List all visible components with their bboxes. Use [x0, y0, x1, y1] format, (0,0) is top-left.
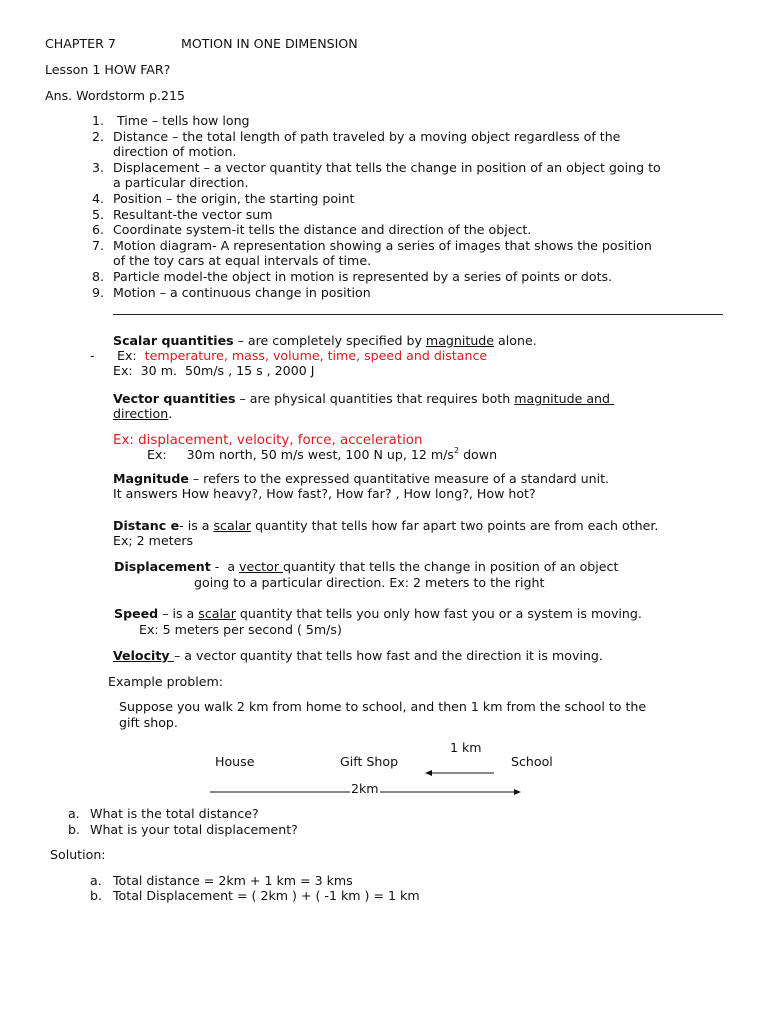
solution-heading: Solution: [50, 847, 106, 862]
answers-reference: Ans. Wordstorm p.215 [45, 88, 186, 103]
example-problem-line: gift shop. [119, 715, 178, 730]
list-item-text: Time – tells how long [113, 113, 250, 128]
distance-def-end: quantity that tells how far apart two points are from each other. [251, 518, 659, 533]
speed-def-end: quantity that tells you only how fast you or a system is moving. [235, 606, 642, 621]
question-letter: a. [68, 806, 80, 821]
house-label: House [215, 754, 255, 769]
list-item-text: Motion diagram- A representation showing a series of images that shows the position [113, 238, 652, 253]
vector-def-text: – are physical quantities that requires both [235, 391, 515, 406]
solution-text: Total Displacement = ( 2km ) + ( -1 km ) = 1 km [113, 888, 420, 903]
magnitude-def: – refers to the expressed quantitative measure of a standard unit. [188, 471, 610, 486]
solution-text: Total distance = 2km + 1 km = 3 kms [113, 873, 353, 888]
distance-def-text: - is a [179, 518, 214, 533]
scalar-def-end: alone. [494, 333, 537, 348]
displacement-def-vector: vector [239, 559, 283, 574]
vector-def-direction: direction [113, 406, 169, 421]
scalar-example-values: Ex: 30 m. 50m/s , 15 s , 2000 J [113, 363, 315, 378]
vector-example-end: down [459, 447, 498, 462]
list-item-text: Position – the origin, the starting point [113, 191, 355, 206]
list-item-number: 6. [91, 222, 104, 237]
list-item-text: Displacement – a vector quantity that tells the change in position of an object going to [113, 160, 661, 175]
list-item-text: Resultant-the vector sum [113, 207, 273, 222]
one-km-label: 1 km [450, 740, 482, 755]
scalar-term: Scalar quantities [113, 333, 234, 348]
list-item-number: 9. [91, 285, 104, 300]
vector-term: Vector quantities [113, 391, 236, 406]
scalar-example-label: Ex: [117, 348, 145, 363]
magnitude-questions: It answers How heavy?, How fast?, How far? , How long?, How hot? [113, 486, 536, 501]
lesson-title: Lesson 1 HOW FAR? [45, 62, 171, 77]
list-item-text: Coordinate system-it tells the distance and direction of the object. [113, 222, 532, 237]
displacement-term: Displacement [114, 559, 211, 574]
vector-def-magnitude: magnitude and [514, 391, 615, 406]
solution-letter: a. [90, 873, 102, 888]
example-heading: Example problem: [108, 674, 223, 689]
question-letter: b. [68, 822, 80, 837]
question-text: What is the total distance? [90, 806, 259, 821]
list-item-number: 8. [91, 269, 104, 284]
vector-example-list: Ex: displacement, velocity, force, acceleration [113, 433, 423, 448]
magnitude-term: Magnitude [113, 471, 189, 486]
distance-term: Distanc e [113, 518, 180, 533]
vector-example-text: Ex: 30m north, 50 m/s west, 100 N up, 12 m/s [147, 447, 454, 462]
solution-letter: b. [90, 888, 102, 903]
two-km-label: 2km [351, 781, 379, 796]
list-item-number: 1. [91, 113, 104, 128]
speed-def-text: – is a [158, 606, 199, 621]
list-item-number: 2. [91, 129, 104, 144]
list-item-text: a particular direction. [113, 175, 249, 190]
list-item-text: Particle model-the object in motion is represented by a series of points or dots. [113, 269, 613, 284]
speed-example: Ex: 5 meters per second ( 5m/s) [139, 622, 342, 637]
distance-def-scalar: scalar [213, 518, 252, 533]
speed-def-scalar: scalar [198, 606, 236, 621]
chapter-number: CHAPTER 7 [45, 36, 116, 51]
list-item-number: 5. [91, 207, 104, 222]
list-item-number: 7. [91, 238, 104, 253]
list-item-text: of the toy cars at equal intervals of time. [113, 253, 372, 268]
speed-term: Speed [114, 606, 159, 621]
gift-shop-label: Gift Shop [340, 754, 399, 769]
scalar-bullet: - [90, 348, 95, 363]
school-label: School [511, 754, 553, 769]
list-item-number: 3. [91, 160, 104, 175]
displacement-example: going to a particular direction. Ex: 2 meters to the right [194, 575, 545, 590]
question-text: What is your total displacement? [90, 822, 298, 837]
scalar-def-magnitude: magnitude [425, 333, 495, 348]
chapter-title: MOTION IN ONE DIMENSION [181, 36, 358, 51]
vector-def-end: . [168, 406, 173, 421]
scalar-example-list: temperature, mass, volume, time, speed and distance [144, 348, 488, 363]
distance-example: Ex; 2 meters [113, 533, 194, 548]
one-km-arrow [425, 770, 494, 776]
velocity-term: Velocity [113, 648, 174, 663]
list-item-text: direction of motion. [113, 144, 237, 159]
displacement-def-text: - a [210, 559, 240, 574]
example-problem-line: Suppose you walk 2 km from home to school, and then 1 km from the school to the [119, 699, 647, 714]
list-item-text: Motion – a continuous change in position [113, 285, 371, 300]
velocity-def: – a vector quantity that tells how fast and the direction it is moving. [173, 648, 603, 663]
scalar-def-text: – are completely specified by [233, 333, 426, 348]
list-item-number: 4. [91, 191, 104, 206]
vector-example-sup: 2 [453, 445, 460, 455]
list-item-text: Distance – the total length of path traveled by a moving object regardless of the [113, 129, 621, 144]
displacement-def-end: quantity that tells the change in position of an object [283, 559, 619, 574]
